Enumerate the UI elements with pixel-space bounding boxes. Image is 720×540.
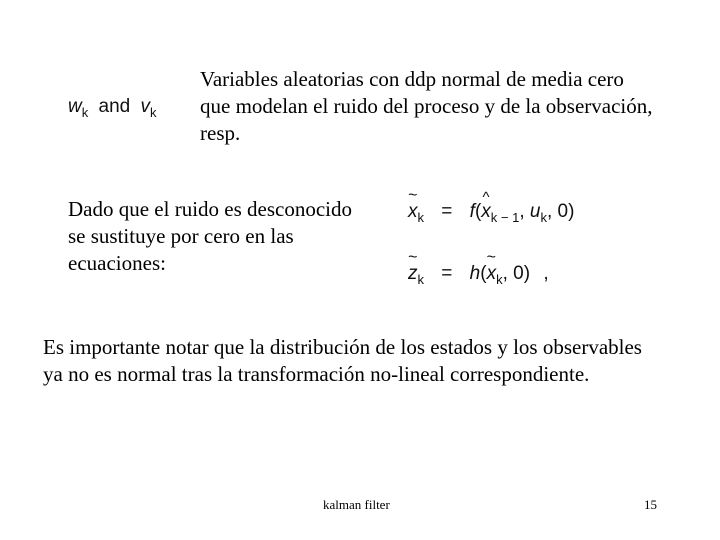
page-number: 15 [644,497,657,512]
z-tilde: ~ z [408,263,418,285]
zero: 0 [557,201,569,222]
zero: 0 [513,263,524,284]
function-f: f [469,201,475,222]
sub: k [417,210,424,225]
sub-k: k [81,105,89,120]
footer-title: kalman filter [323,497,390,512]
state-prediction-equation [408,201,574,223]
noise-variables-math [68,96,157,118]
equals-sign: = [441,201,453,222]
substitution-text: Dado que el ruido es desconocido se sustituye por cero en las ecuaciones: [68,197,353,275]
u: u [529,201,541,222]
x-tilde: ~ x [408,201,418,223]
close-paren: ) [568,201,575,222]
sub: k [417,272,424,287]
var-w: w [68,96,82,117]
measurement-prediction-equation [408,263,549,285]
sub-k: k [150,105,157,120]
noise-description: Variables aleatorias con ddp normal de media cero que modelan el ruido del proceso y de la observación, resp. [200,67,653,145]
sub: k [496,272,503,287]
equals-sign: = [441,263,453,284]
close-paren: ) [523,263,531,284]
x-hat: ^ x [481,201,491,223]
function-h: h [469,263,481,284]
conclusion-text: Es importante notar que la distribución de los estados y los observables ya no es normal tras la transformación no-lineal correspondiente. [43,335,642,386]
conjunction: and [98,96,131,117]
trailing-comma: , [543,263,549,284]
open-paren: ( [474,201,482,222]
x-tilde: ~ x [487,263,497,285]
comma: , [519,201,525,222]
comma: , [546,201,553,222]
sub: k − 1 [490,210,520,225]
open-paren: ( [480,263,487,284]
sub: k [540,210,547,225]
comma: , [502,263,508,284]
var-v: v [140,96,150,117]
